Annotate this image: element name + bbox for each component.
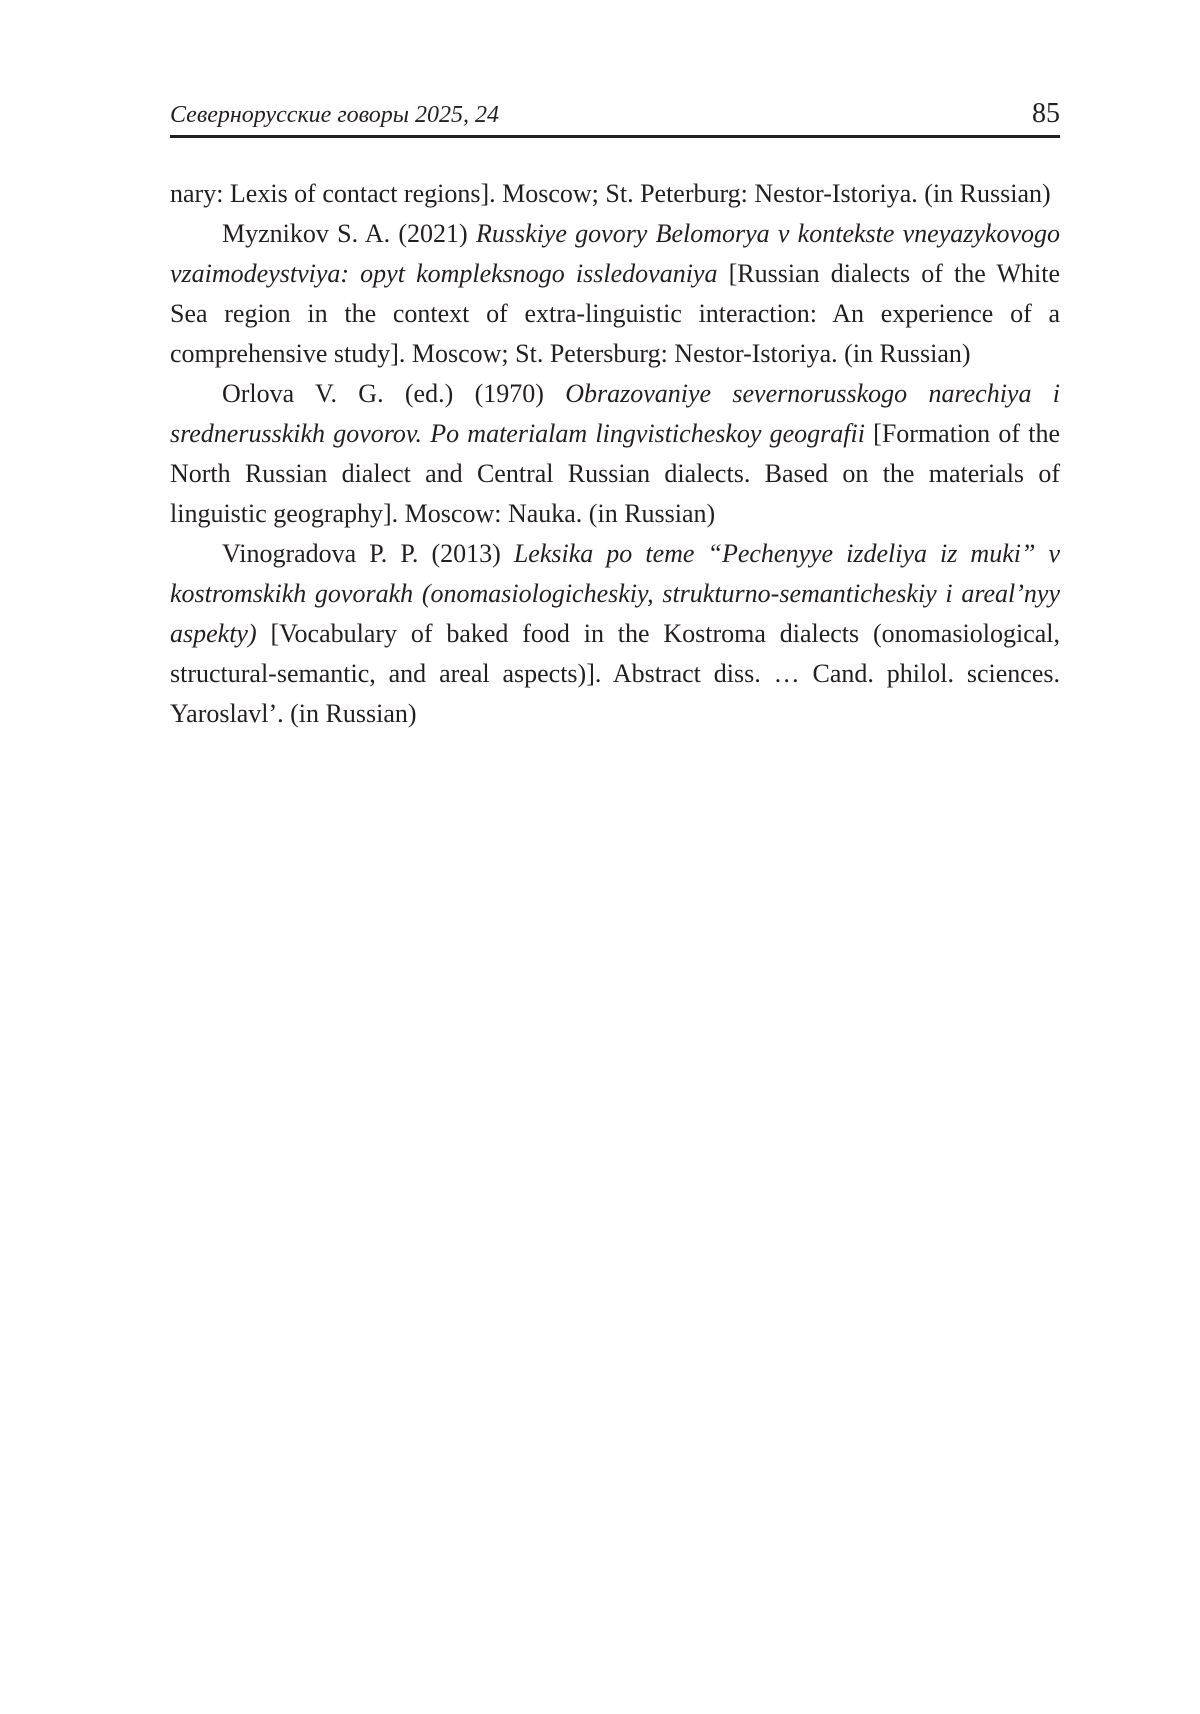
reference-details: [Formation of the North Russian dialect and Central Russian dialects. Based on the materials of linguistic geography]. Moscow: Nauka. (in Russian) xyxy=(170,419,1060,528)
reference-entry xyxy=(170,174,1060,214)
reference-author: Vinogradova P. P. (2013) xyxy=(222,539,514,568)
reference-details: [Vocabulary of baked food in the Kostroma dialects (onomasiological, structural-semantic, and areal aspects)]. Abstract diss. … Cand. philol. sciences. Yaroslavl’. (in Russian) xyxy=(170,619,1060,728)
reference-details: [Russian dialects of the White Sea region in the context of extra-linguistic interaction: An experience of a comprehensive study]. Moscow; St. Petersburg: Nestor-Istoriya. (in Russian) xyxy=(170,259,1061,368)
page-number: 85 xyxy=(1032,98,1060,129)
reference-details: nary: Lexis of contact regions]. Moscow; St. Peterburg: Nestor-Istoriya. (in Russian) xyxy=(170,179,1051,208)
journal-title: Севернорусские говоры 2025, 24 xyxy=(170,102,500,128)
document-page xyxy=(170,96,1060,734)
reference-author: Orlova V. G. (ed.) (1970) xyxy=(222,379,566,408)
reference-author: Myznikov S. A. (2021) xyxy=(222,219,476,248)
reference-title: Obrazovaniye severnorusskogo narechiya i srednerusskikh govorov. Po materialam lingvisticheskoy geografii xyxy=(170,379,1061,448)
reference-title: Leksika po teme “Pechenyye izdeliya iz muki” v kostromskikh govorakh (onomasiologicheskiy, strukturno-semanticheskiy i areal’nyy aspekty) xyxy=(170,539,1060,648)
reference-entry xyxy=(170,374,1060,534)
reference-list xyxy=(170,174,1060,734)
running-header xyxy=(170,96,1060,138)
reference-title: Russkiye govory Belomorya v kontekste vneyazykovogo vzaimodeystviya: opyt kompleksnogo issledovaniya xyxy=(170,219,1060,288)
reference-entry xyxy=(170,534,1060,734)
reference-entry xyxy=(170,214,1060,374)
